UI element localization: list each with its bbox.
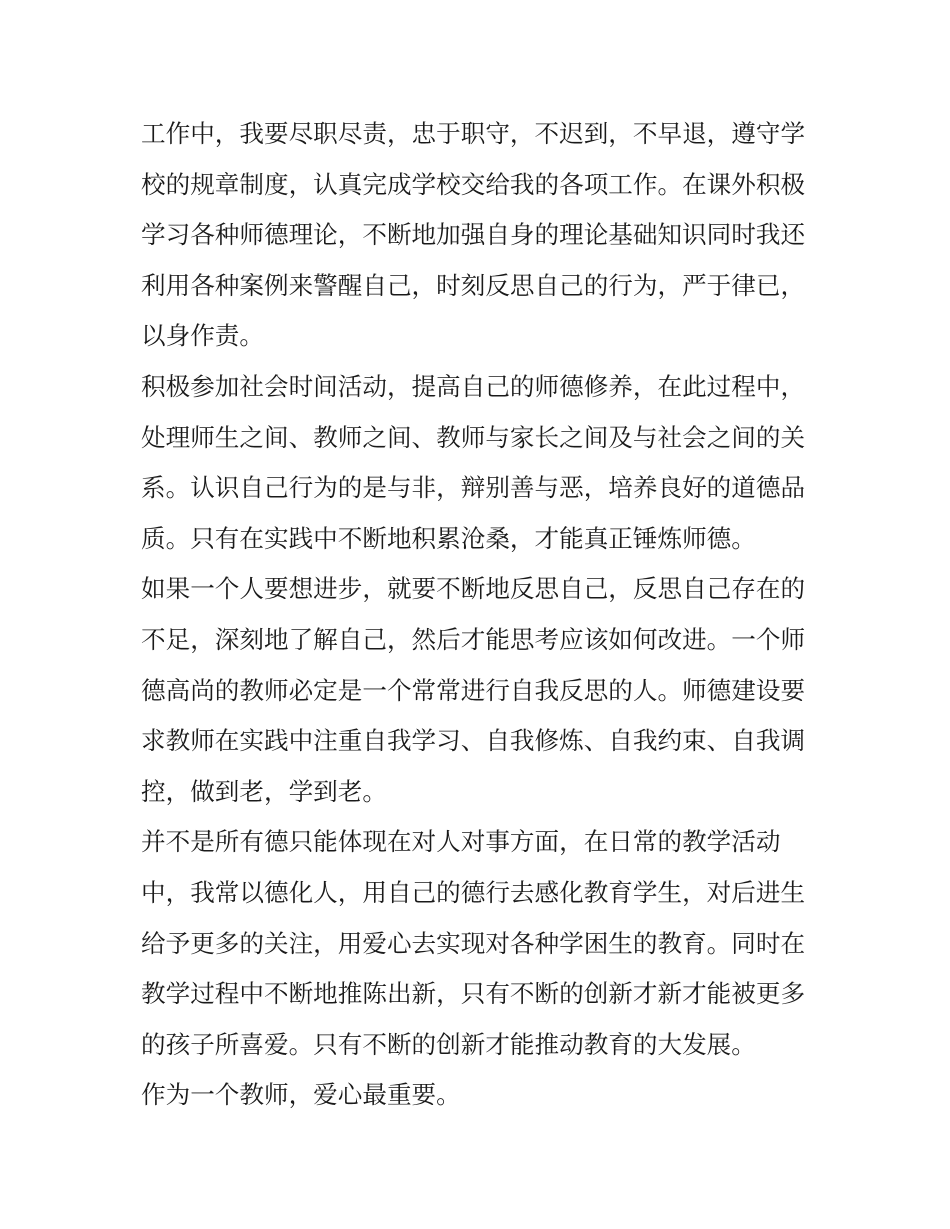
text-line: 处理师生之间、教师之间、教师与家长之间及与社会之间的关	[141, 422, 806, 452]
text-line: 并不是所有德只能体现在对人对事方面，在日常的教学活动	[141, 827, 781, 857]
text-line: 质。只有在实践中不断地积累沧桑，才能真正锤炼师德。	[141, 523, 756, 553]
text-line: 中，我常以德化人，用自己的德行去感化教育学生，对后进生	[141, 877, 806, 907]
text-line: 教学过程中不断地推陈出新，只有不断的创新才新才能被更多	[141, 979, 806, 1009]
text-line: 学习各种师德理论，不断地加强自身的理论基础知识同时我还	[141, 220, 806, 250]
paragraph-1	[141, 109, 813, 362]
text-line: 积极参加社会时间活动，提高自己的师德修养，在此过程中，	[141, 371, 806, 401]
text-line: 求教师在实践中注重自我学习、自我修炼、自我约束、自我调	[141, 726, 806, 756]
text-line: 以身作责。	[141, 321, 264, 351]
text-line: 利用各种案例来警醒自己，时刻反思自己的行为，严于律已，	[141, 270, 806, 300]
text-line: 工作中，我要尽职尽责，忠于职守，不迟到，不早退，遵守学	[141, 119, 806, 148]
text-line: 控，做到老，学到老。	[141, 776, 387, 806]
text-line: 给予更多的关注，用爱心去实现对各种学困生的教育。同时在	[141, 928, 806, 958]
text-line: 如果一个人要想进步，就要不断地反思自己，反思自己存在的	[141, 574, 806, 604]
text-line: 不足，深刻地了解自己，然后才能思考应该如何改进。一个师	[141, 624, 806, 654]
text-line: 的孩子所喜爱。只有不断的创新才能推动教育的大发展。	[141, 1029, 756, 1059]
document-body	[141, 109, 813, 1121]
paragraph-3	[141, 564, 813, 817]
text-line: 校的规章制度，认真完成学校交给我的各项工作。在课外积极	[141, 169, 806, 199]
paragraph-5	[141, 1070, 813, 1121]
text-line: 德高尚的教师必定是一个常常进行自我反思的人。师德建设要	[141, 675, 806, 705]
paragraph-2	[141, 362, 813, 564]
text-line: 作为一个教师，爱心最重要。	[141, 1080, 461, 1110]
text-line: 系。认识自己行为的是与非，辩别善与恶，培养良好的道德品	[141, 473, 806, 503]
paragraph-4	[141, 817, 813, 1070]
